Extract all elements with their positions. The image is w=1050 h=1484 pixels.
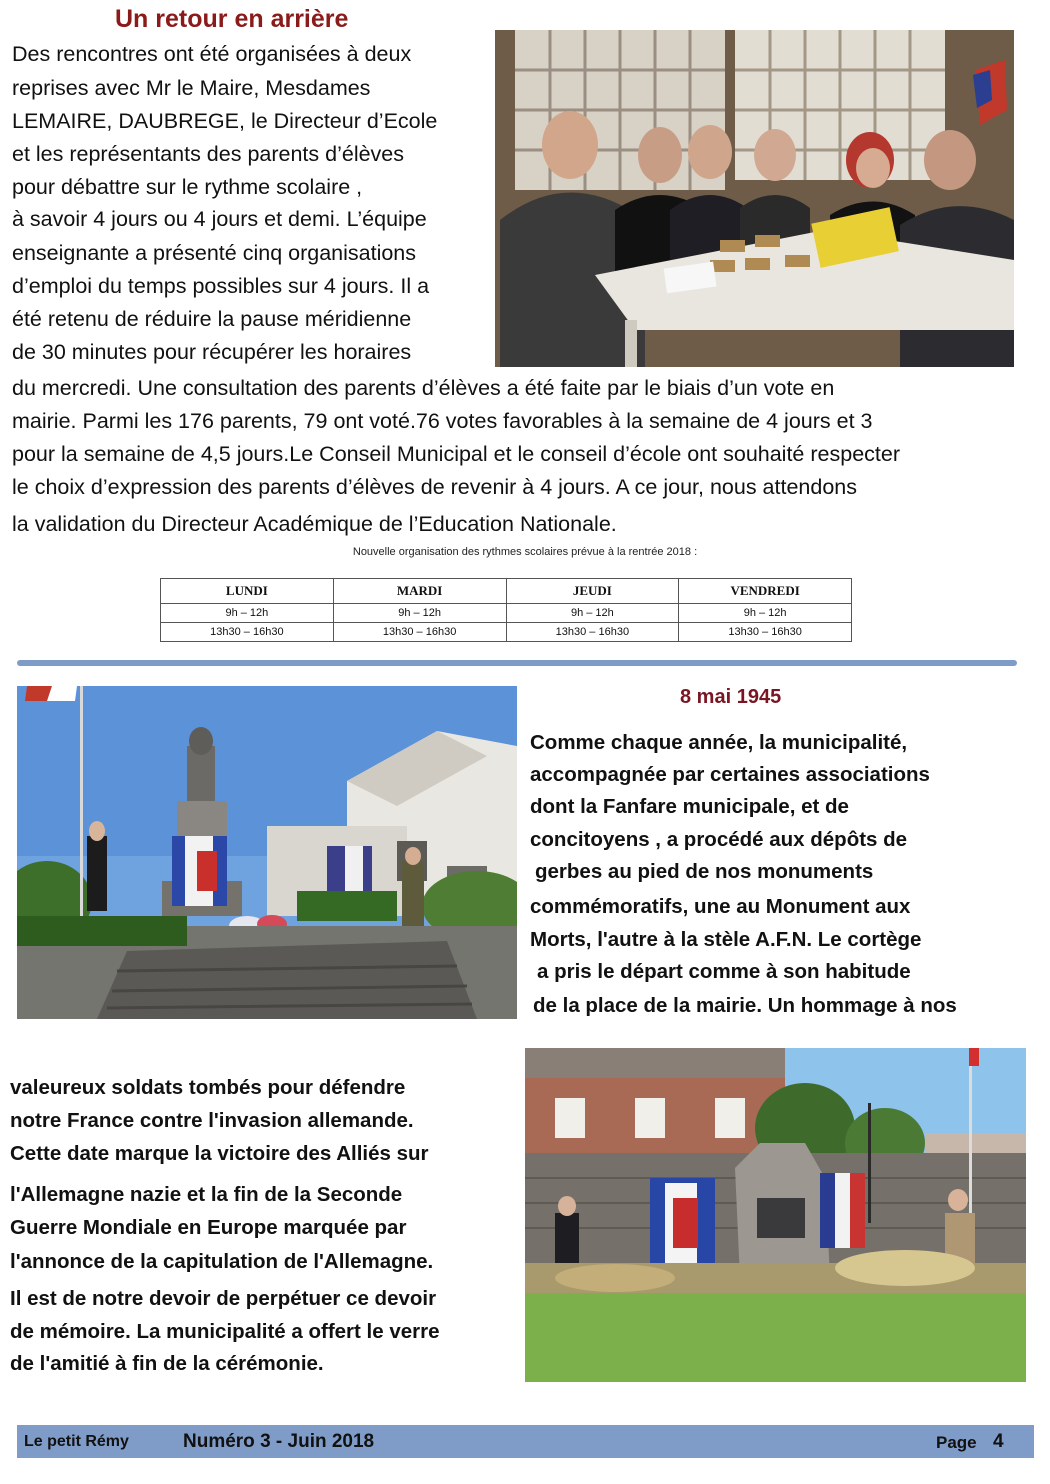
- meeting-photo: [495, 30, 1014, 367]
- table-header-cell: LUNDI: [161, 579, 334, 604]
- ceremony-line: Il est de notre devoir de perpétuer ce devoir: [10, 1287, 437, 1310]
- body-line: le choix d’expression des parents d’élèves de revenir à 4 jours. A ce jour, nous attendons: [12, 475, 857, 499]
- table-row: [161, 623, 852, 642]
- section-divider: [17, 660, 1017, 666]
- ceremony-line: l'Allemagne nazie et la fin de la Seconde: [10, 1183, 403, 1206]
- ceremony-line: Guerre Mondiale en Europe marquée par: [10, 1216, 407, 1239]
- intro-line: à savoir 4 jours ou 4 jours et demi. L’équipe: [12, 207, 427, 231]
- ceremony-line: Comme chaque année, la municipalité,: [530, 731, 908, 754]
- table-cell: 9h – 12h: [679, 604, 852, 623]
- table-header-cell: JEUDI: [506, 579, 679, 604]
- issue-label: Numéro 3 - Juin 2018: [183, 1431, 375, 1452]
- ceremony-line: valeureux soldats tombés pour défendre: [10, 1076, 406, 1099]
- ceremony-line: Morts, l'autre à la stèle A.F.N. Le cortège: [530, 928, 922, 951]
- page-number: 4: [993, 1431, 1004, 1452]
- table-cell: 13h30 – 16h30: [506, 623, 679, 642]
- table-cell: 9h – 12h: [161, 604, 334, 623]
- table-row: [161, 604, 852, 623]
- intro-line: été retenu de réduire la pause méridienne: [12, 307, 412, 331]
- table-cell: 9h – 12h: [506, 604, 679, 623]
- table-cell: 13h30 – 16h30: [333, 623, 506, 642]
- ceremony-line: a pris le départ comme à son habitude: [537, 960, 911, 983]
- table-header-cell: VENDREDI: [679, 579, 852, 604]
- intro-line: enseignante a présenté cinq organisations: [12, 241, 417, 265]
- war-memorial-photo: [17, 686, 517, 1019]
- table-cell: 9h – 12h: [333, 604, 506, 623]
- body-line: pour la semaine de 4,5 jours.Le Conseil Municipal et le conseil d’école ont souhaité respecter: [12, 442, 900, 466]
- ceremony-line: commémoratifs, une au Monument aux: [530, 895, 911, 918]
- ceremony-line: dont la Fanfare municipale, et de: [530, 795, 849, 818]
- stele-ceremony-photo: [525, 1048, 1026, 1382]
- ceremony-line: l'annonce de la capitulation de l'Allemagne.: [10, 1250, 434, 1273]
- intro-line: et les représentants des parents d’élèves: [12, 142, 405, 166]
- schedule-table: [160, 578, 852, 642]
- ceremony-line: de la place de la mairie. Un hommage à nos: [533, 994, 957, 1017]
- intro-line: LEMAIRE, DAUBREGE, le Directeur d’Ecole: [12, 109, 438, 133]
- ceremony-line: Cette date marque la victoire des Alliés sur: [10, 1142, 429, 1165]
- ceremony-line: notre France contre l'invasion allemande.: [10, 1109, 414, 1132]
- section-title-retour: Un retour en arrière: [115, 5, 349, 33]
- intro-line: d’emploi du temps possibles sur 4 jours. Il a: [12, 274, 430, 298]
- intro-line: pour débattre sur le rythme scolaire ,: [12, 175, 363, 199]
- table-header-cell: MARDI: [333, 579, 506, 604]
- ceremony-line: de mémoire. La municipalité a offert le verre: [10, 1320, 440, 1343]
- publication-name: Le petit Rémy: [24, 1433, 129, 1450]
- section-title-8-mai: 8 mai 1945: [680, 686, 782, 708]
- table-header-row: [161, 579, 852, 604]
- intro-line: Des rencontres ont été organisées à deux: [12, 42, 412, 66]
- table-caption: Nouvelle organisation des rythmes scolaires prévue à la rentrée 2018 :: [352, 546, 698, 558]
- ceremony-line: gerbes au pied de nos monuments: [535, 860, 874, 883]
- ceremony-line: de l'amitié à fin de la cérémonie.: [10, 1352, 324, 1375]
- body-line: du mercredi. Une consultation des parents d’élèves a été faite par le biais d’un vote en: [12, 376, 835, 400]
- intro-line: de 30 minutes pour récupérer les horaires: [12, 340, 412, 364]
- table-cell: 13h30 – 16h30: [161, 623, 334, 642]
- intro-line: reprises avec Mr le Maire, Mesdames: [12, 76, 371, 100]
- page-label: Page: [936, 1433, 977, 1452]
- table-cell: 13h30 – 16h30: [679, 623, 852, 642]
- body-line: mairie. Parmi les 176 parents, 79 ont voté.76 votes favorables à la semaine de 4 jours et 3: [12, 409, 873, 433]
- body-line: la validation du Directeur Académique de l’Education Nationale.: [12, 512, 617, 536]
- ceremony-line: accompagnée par certaines associations: [530, 763, 930, 786]
- ceremony-line: concitoyens , a procédé aux dépôts de: [530, 828, 908, 851]
- footer-band: [17, 1425, 1034, 1458]
